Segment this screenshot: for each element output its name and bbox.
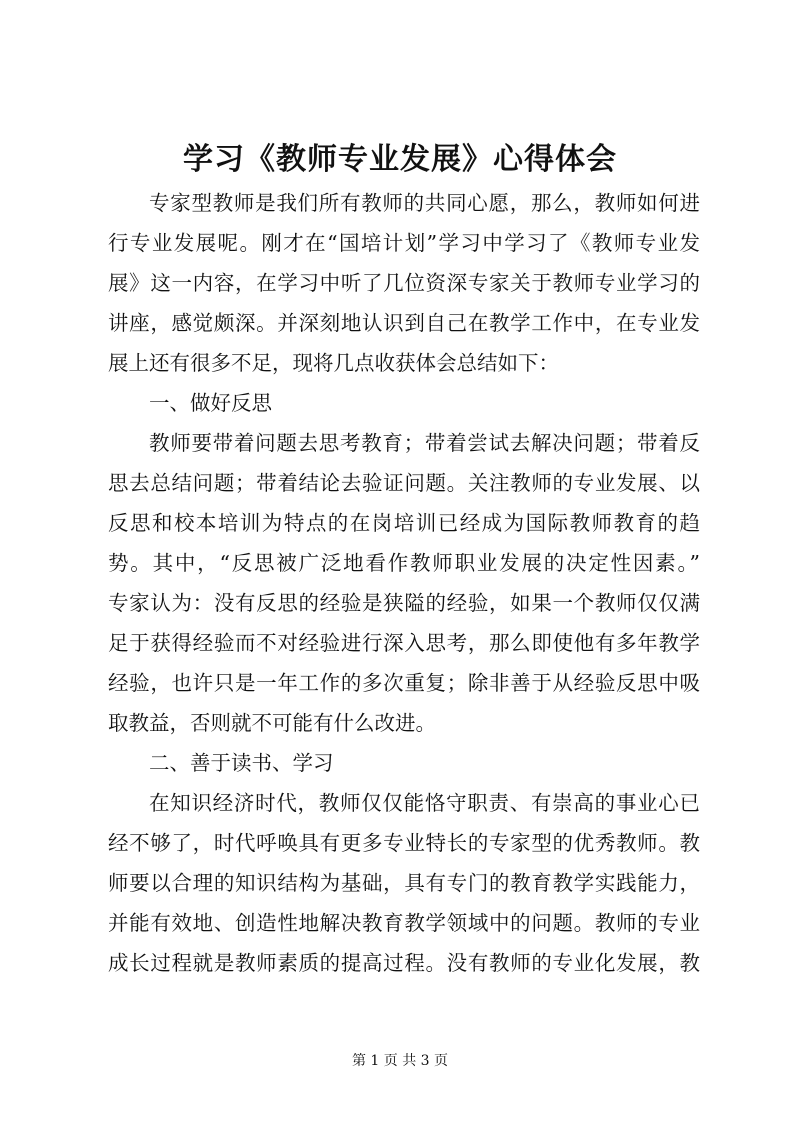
text-line: 二、善于读书、学习: [149, 751, 334, 775]
text-line: 专家型教师是我们所有教师的共同心愿，那么，教师如何进: [149, 191, 700, 215]
text-line: 取教益，否则就不可能有什么改进。: [108, 711, 436, 735]
document-body: [108, 183, 700, 983]
text-line: 讲座，感觉颇深。并深刻地认识到自己在教学工作中，在专业发: [108, 311, 700, 335]
text-line: 展上还有很多不足，现将几点收获体会总结如下：: [108, 351, 559, 375]
text-line: 师要以合理的知识结构为基础，具有专门的教育教学实践能力，: [108, 871, 700, 895]
text-line: 足于获得经验而不对经验进行深入思考，那么即使他有多年教学: [108, 631, 700, 655]
text-line: 经验，也许只是一年工作的多次重复；除非善于从经验反思中吸: [108, 671, 700, 695]
text-line: 教师要带着问题去思考教育；带着尝试去解决问题；带着反: [149, 431, 700, 455]
page-footer: 第 1 页 共 3 页: [351, 1053, 449, 1069]
text-line: 反思和校本培训为特点的在岗培训已经成为国际教师教育的趋: [108, 511, 700, 535]
document-title: 学习《教师专业发展》心得体会: [183, 142, 617, 177]
text-line: 一、做好反思: [149, 391, 272, 415]
text-line: 经不够了，时代呼唤具有更多专业特长的专家型的优秀教师。教: [108, 831, 700, 855]
text-line: 思去总结问题；带着结论去验证问题。关注教师的专业发展、以: [108, 471, 700, 495]
text-line: 专家认为：没有反思的经验是狭隘的经验，如果一个教师仅仅满: [108, 591, 700, 615]
text-line: 成长过程就是教师素质的提高过程。没有教师的专业化发展，教: [108, 951, 700, 975]
text-line: 并能有效地、创造性地解决教育教学领域中的问题。教师的专业: [108, 911, 700, 935]
text-line: 势。其中，“反思被广泛地看作教师职业发展的决定性因素。”: [108, 551, 700, 575]
text-line: 展》这一内容，在学习中听了几位资深专家关于教师专业学习的: [108, 271, 700, 295]
text-line: 行专业发展呢。刚才在“国培计划”学习中学习了《教师专业发: [108, 231, 700, 255]
text-line: 在知识经济时代，教师仅仅能恪守职责、有崇高的事业心已: [149, 791, 700, 815]
